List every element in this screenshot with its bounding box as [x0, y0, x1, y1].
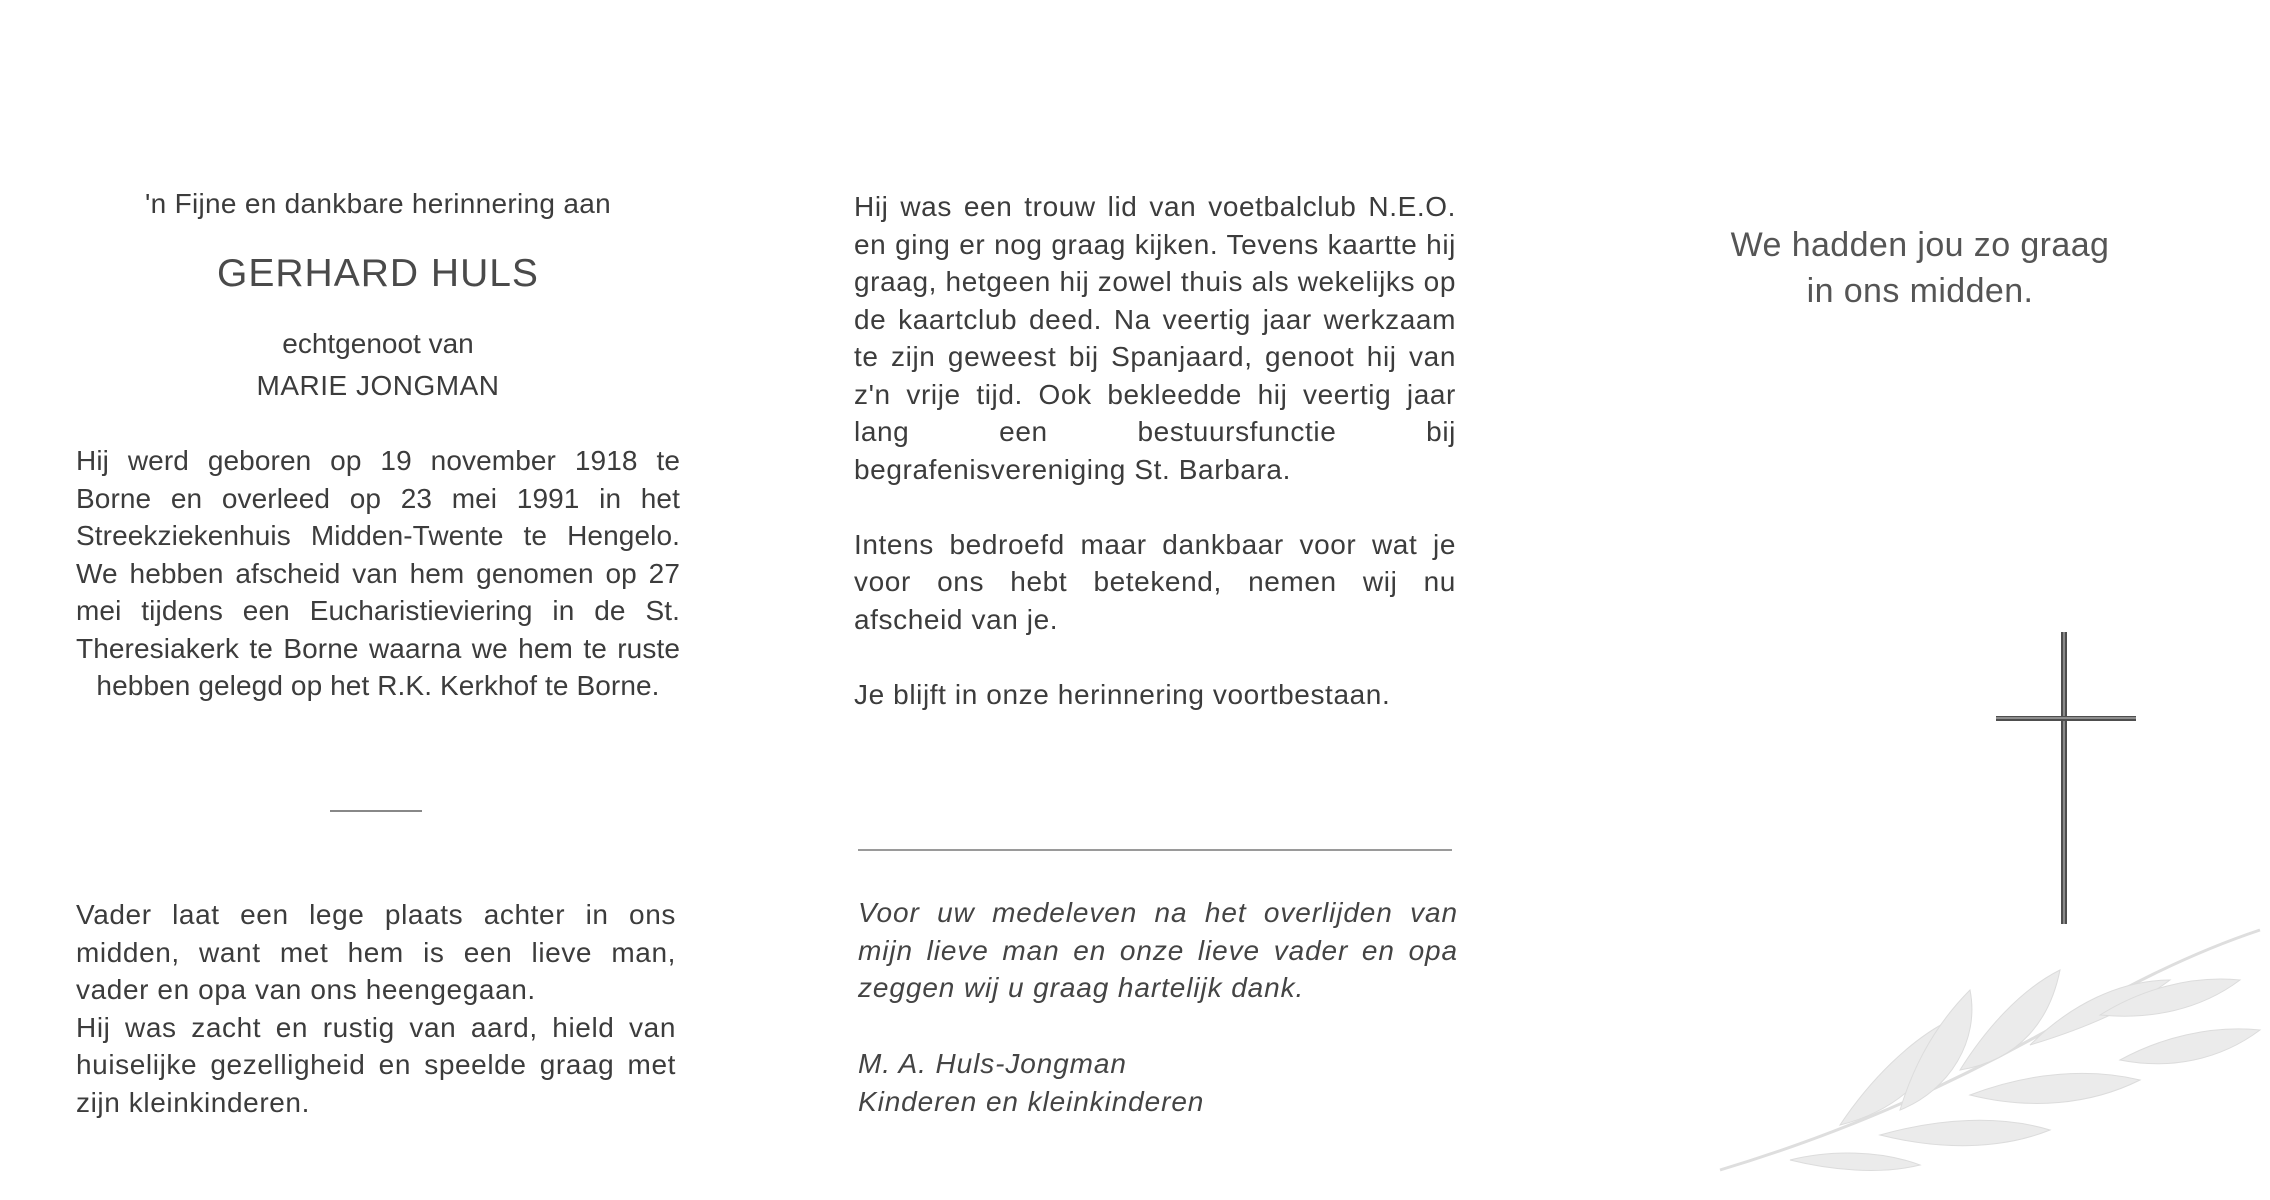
signature-name: M. A. Huls-Jongman [858, 1048, 1127, 1079]
intro-line: 'n Fijne en dankbare herinnering aan [144, 188, 612, 219]
biography-paragraph: Hij werd geboren op 19 november 1918 te Borne en overleed op 23 mei 1991 in het Streekziekenhuis Midden-Twente te Hengelo. We hebben afscheid van hem genomen op 27 mei tijdens een Eucharistieviering in de St. Theresiakerk te Borne waarna we hem te ruste hebben gelegd op het R.K. Kerkhof te Borne. [76, 445, 680, 701]
quote-line: in ons midden. [1806, 272, 2034, 310]
divider [858, 849, 1452, 851]
cross-icon [1996, 632, 2136, 924]
left-panel [76, 188, 680, 1118]
spouse-name: MARIE JONGMAN [256, 370, 500, 401]
farewell-paragraph: Intens bedroefd maar dankbaar voor wat je voor ons hebt betekend, nemen wij nu afscheid van je. [854, 528, 1456, 635]
hobbies-paragraph: Hij was een trouw lid van voetbalclub N.E.O. en ging er nog graag kijken. Tevens kaartte hij graag, hetgeen hij zowel thuis als wekelijks op de kaartclub deed. Na veertig jaar werkzaam te zijn geweest bij Spanjaard, genoot hij van z'n vrije tijd. Ook bekleedde hij veertig jaar lang een bestuursfunctie bij begrafenisvereniging St. Barbara. [854, 191, 1456, 485]
quote [1660, 222, 2180, 314]
thanks-paragraph: Voor uw medeleven na het overlijden van mijn lieve man en onze lieve vader en opa zeggen wij u graag hartelijk dank. [858, 897, 1458, 1003]
remembrance-line: Je blijft in onze herinnering voortbestaan. [854, 678, 1391, 710]
deceased-name: GERHARD HULS [217, 252, 539, 295]
signature-family: Kinderen en kleinkinderen [858, 1085, 1205, 1117]
quote-line: We hadden jou zo graag [1730, 226, 2110, 264]
memory-text [76, 896, 676, 1121]
memory-paragraph: Hij was zacht en rustig van aard, hield van huiselijke gezelligheid en speelde graag met zijn kleinkinderen. [76, 1011, 676, 1118]
memory-paragraph: Vader laat een lege plaats achter in ons midden, want met hem is een lieve man, vader en opa van ons heengegaan. [76, 899, 676, 1005]
leaf-spray-icon [1700, 920, 2270, 1200]
signature-block [858, 1045, 1458, 1120]
middle-panel [854, 188, 1456, 713]
thanks-text [858, 894, 1458, 1007]
spouse-label: echtgenoot van [282, 328, 474, 359]
divider [330, 810, 422, 812]
